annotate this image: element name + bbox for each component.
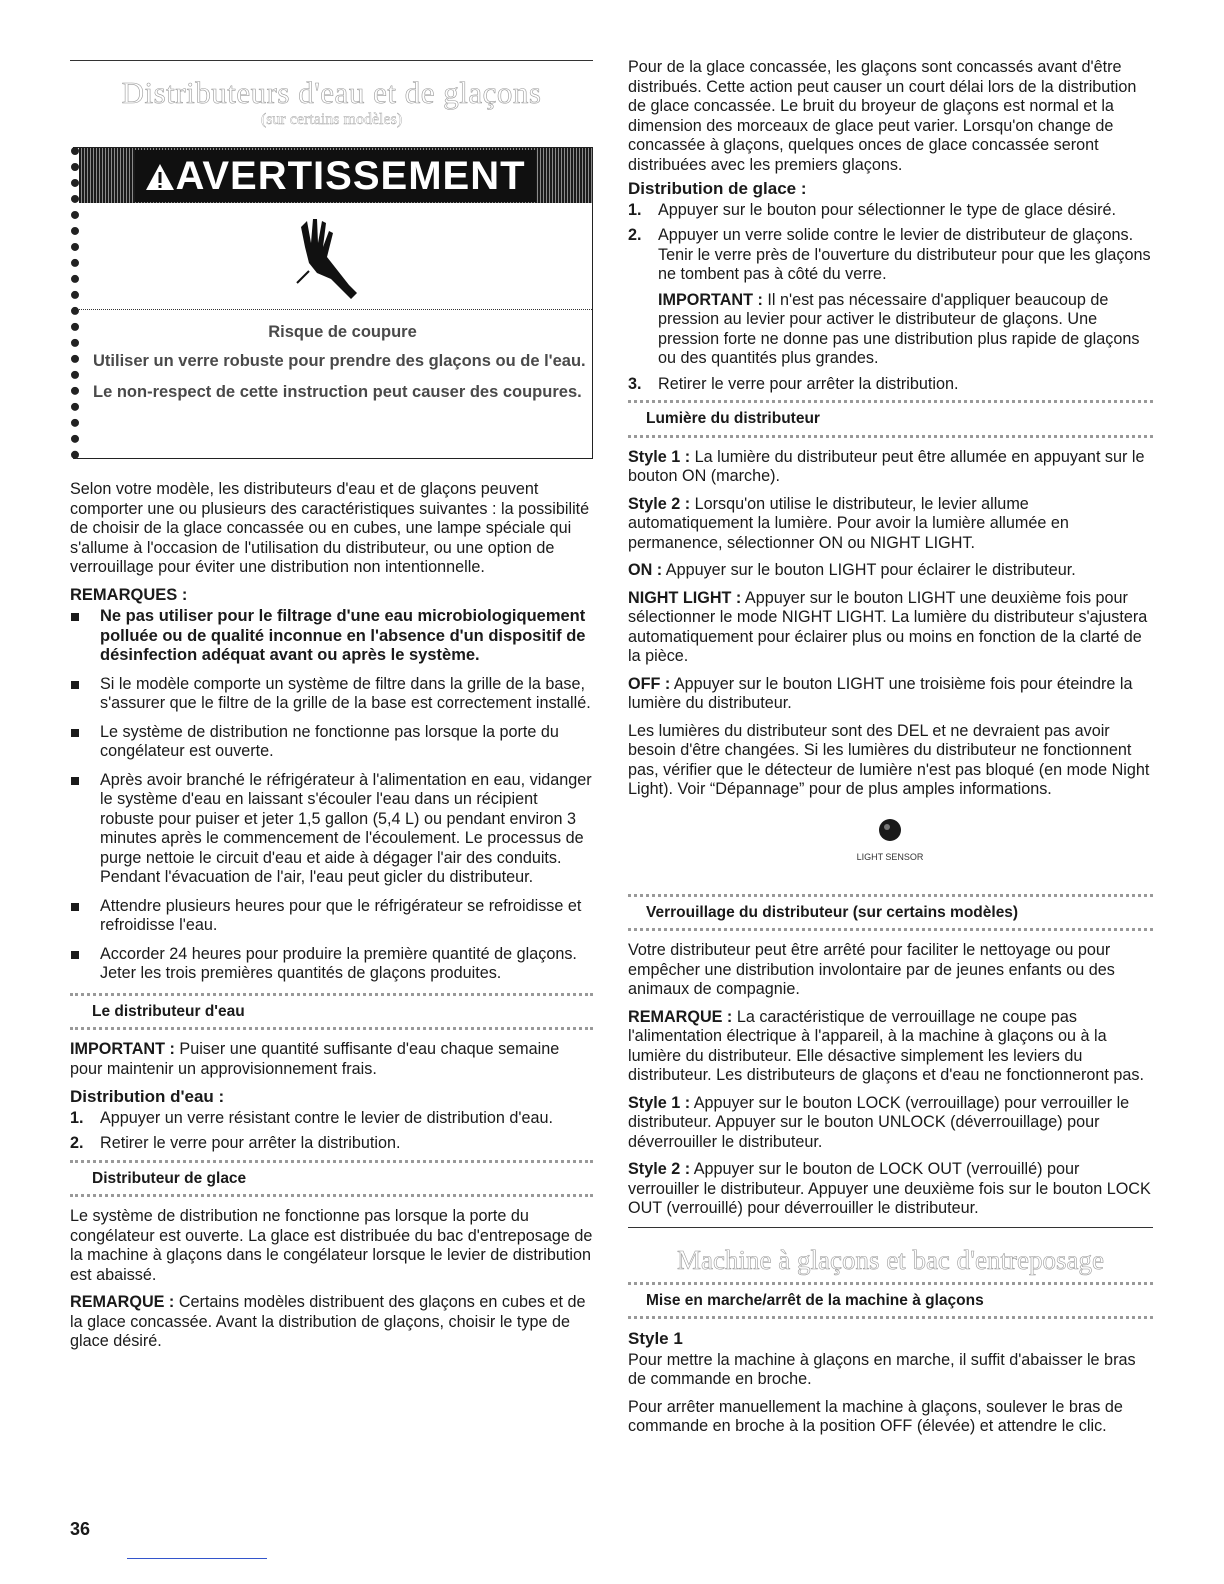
- ice-dispenser-heading: Distributeur de glace: [70, 1160, 593, 1198]
- left-content: [70, 480, 593, 1360]
- section2-title: Machine à glaçons et bac d'entreposage: [677, 1244, 1104, 1275]
- page-number: 36: [70, 1519, 91, 1539]
- warning-body: [79, 310, 592, 403]
- icemaker-off: Pour arrêter manuellement la machine à glaçons, soulever le bras de commande en broche à la position OFF (élevée) et attendre le clic.: [628, 1397, 1123, 1435]
- lock-heading: Verrouillage du distributeur (sur certains modèles): [628, 894, 1153, 932]
- ice-distribution-heading: Distribution de glace :: [628, 179, 807, 198]
- lock-remark: REMARQUE : La caractéristique de verrouillage ne coupe pas l'alimentation électrique à l'appareil, à la machine à glaçons ou à la lumière du distributeur. Elle désactive simplement les leviers du distributeur. Les distributeurs de glaçons et d'eau ne fonctionneront pas.: [628, 1007, 1145, 1084]
- light-on: ON : Appuyer sur le bouton LIGHT pour éclairer le distributeur.: [628, 561, 1076, 579]
- list-item: Le système de distribution ne fonctionne pas lorsque la porte du congélateur est ouverte.: [70, 723, 593, 762]
- top-rule: [70, 60, 593, 61]
- section-subtitle: (sur certains modèles): [260, 111, 403, 128]
- warning-line-1: Utiliser un verre robuste pour prendre des glaçons ou de l'eau.: [93, 352, 586, 370]
- lock-paragraph: Votre distributeur peut être arrêté pour faciliter le nettoyage ou pour empêcher une distribution involontaire par de jeunes enfants ou des animaux de compagnie.: [628, 941, 1115, 998]
- warning-icon-area: [79, 203, 592, 310]
- icemaker-on: Pour mettre la machine à glaçons en marche, il suffit d'abaisser le bras de commande en broche.: [628, 1350, 1136, 1388]
- warning-risk: Risque de coupure: [268, 323, 417, 341]
- lock-style2: Style 2 : Appuyer sur le bouton de LOCK OUT (verrouillé) pour verrouiller le distributeur. Appuyer une deuxième fois sur le bouton LOCK OUT (verrouillé) pour déverrouiller le distributeur.: [628, 1160, 1151, 1217]
- list-item: 2. Retirer le verre pour arrêter la distribution.: [70, 1134, 401, 1152]
- warning-triangle-icon: [145, 163, 175, 191]
- warning-header: [79, 148, 592, 203]
- warning-header-text: AVERTISSEMENT: [135, 150, 535, 202]
- footer-line: [127, 1558, 267, 1559]
- right-content: [628, 58, 1153, 1445]
- lock-style1: Style 1 : Appuyer sur le bouton LOCK (verrouillage) pour verrouiller le distributeur. Appuyer sur le bouton UNLOCK (déverrouillage) pour déverrouiller le distributeur.: [628, 1093, 1130, 1151]
- section-title: Distributeurs d'eau et de glaçons: [121, 75, 542, 110]
- remarks-label: REMARQUES :: [70, 585, 188, 604]
- svg-text:LIGHT SENSOR: LIGHT SENSOR: [856, 851, 924, 862]
- crushed-ice-paragraph: Pour de la glace concassée, les glaçons sont concassés avant d'être distribués. Cette action peut causer un court délai lors de la distribution de glace concassée. Le bruit du broyeur de glaçons est normal et la dimension des morceaux de glace peut varier. Lorsqu'on change de concassée à glaçons, quelques onces de glace concassée seront distribuées avec les premiers glaçons.: [628, 58, 1137, 174]
- ice-paragraph: Le système de distribution ne fonctionne pas lorsque la porte du congélateur est ouverte. La glace est distribuée du bac d'entreposage de la machine à glaçons dans le congélateur lorsque le levier de distribution est abaissé.: [70, 1207, 593, 1284]
- remarks-list: [70, 607, 593, 984]
- intro-paragraph: Selon votre modèle, les distributeurs d'eau et de glaçons peuvent comporter une ou plusieurs des caractéristiques suivantes : la possibilité de choisir de la glace concassée ou en cubes, une lampe spéciale qui s'allume à l'occasion de l'utilisation du distributeur, ou une option de verrouillage pour éviter une distribution non intentionnelle.: [70, 480, 590, 576]
- warning-line-2: Le non-respect de cette instruction peut causer des coupures.: [93, 383, 582, 401]
- light-style2: Style 2 : Lorsqu'on utilise le distributeur, le levier allume automatiquement la lumière. Pour avoir la lumière allumée en permanence, sélectionner ON ou NIGHT LIGHT.: [628, 494, 1069, 552]
- list-item: 2. Appuyer un verre solide contre le levier de distributeur de glaçons. Tenir le verre près de l'ouverture du distributeur pour que les glaçons ne tombent pas à côté du verre. IMPORTANT : Il n'est pas nécessaire d'appliquer beaucoup de pression au levier pour activer le distributeur de glaçons. Une pression forte ne donne pas une distribution plus rapide de glaçons ou des quantités plus grandes.: [628, 226, 1153, 369]
- water-distribution-heading: Distribution d'eau :: [70, 1087, 225, 1106]
- icemaker-heading: Mise en marche/arrêt de la machine à glaçons: [628, 1282, 1153, 1320]
- list-item: 3. Retirer le verre pour arrêter la distribution.: [628, 374, 959, 393]
- ice-remark: REMARQUE : Certains modèles distribuent des glaçons en cubes et de la glace concassée. Avant la distribution de glaçons, choisir le type de glace désiré.: [70, 1293, 586, 1350]
- water-dispenser-heading: Le distributeur d'eau: [70, 993, 593, 1031]
- step2-important: IMPORTANT : Il n'est pas nécessaire d'appliquer beaucoup de pression au levier pour activer le distributeur de glaçons. Une pression forte ne donne pas une distribution plus rapide de glaçons ou des quantités plus grandes.: [658, 290, 1140, 367]
- section2-rule: [628, 1227, 1153, 1228]
- warning-box: [71, 147, 593, 459]
- light-sensor-illustration: [628, 808, 1153, 888]
- list-item: Ne pas utiliser pour le filtrage d'une eau microbiologiquement polluée ou de qualité inconnue en l'absence d'un dispositif de désinfection adéquat avant ou après le système.: [70, 607, 593, 666]
- icemaker-style: Style 1: [628, 1329, 683, 1348]
- light-sensor-icon: [850, 812, 930, 872]
- light-night: NIGHT LIGHT : Appuyer sur le bouton LIGHT une deuxième fois pour sélectionner le mode NIGHT LIGHT. La lumière du distributeur s'ajustera automatiquement pour éclairer plus ou moins en fonction de la clarté de la pièce.: [628, 588, 1148, 665]
- cut-hazard-icon: [287, 213, 367, 305]
- list-item: Après avoir branché le réfrigérateur à l'alimentation en eau, vidanger le système d'eau en laissant s'écouler l'eau dans un récipient robuste pour puiser et jeter 1,5 gallon (5,4 L) ou pendant environ 3 minutes après le commencement de l'écoulement. Le processus de purge nettoie le circuit d'eau et aide à dégager l'air des conduits. Pendant l'évacuation de l'air, l'eau peut gicler du distributeur.: [70, 771, 593, 888]
- water-steps: [70, 1109, 593, 1154]
- list-item: Attendre plusieurs heures pour que le réfrigérateur se refroidisse et refroidisse l'eau.: [70, 897, 593, 936]
- water-important: IMPORTANT : Puiser une quantité suffisante d'eau chaque semaine pour maintenir un approvisionnement frais.: [70, 1040, 560, 1078]
- light-style1: Style 1 : La lumière du distributeur peut être allumée en appuyant sur le bouton ON (marche).: [628, 447, 1145, 485]
- list-item: Accorder 24 heures pour produire la première quantité de glaçons. Jeter les trois premières quantités de glaçons produites.: [70, 945, 593, 984]
- list-item: Si le modèle comporte un système de filtre dans la grille de la base, s'assurer que le filtre de la grille de la base est correctement installé.: [70, 675, 593, 714]
- list-item: 1. Appuyer sur le bouton pour sélectionner le type de glace désiré.: [628, 200, 1117, 219]
- light-off: OFF : Appuyer sur le bouton LIGHT une troisième fois pour éteindre la lumière du distributeur.: [628, 674, 1133, 712]
- led-paragraph: Les lumières du distributeur sont des DEL et ne devraient pas avoir besoin d'être changées. Si les lumières du distributeur ne fonctionnent pas, vérifier que le détecteur de lumière n'est pas bloqué (en mode Night Light). Voir “Dépannage” pour de plus amples informations.: [628, 721, 1150, 798]
- list-item: 1. Appuyer un verre résistant contre le levier de distribution d'eau.: [70, 1108, 553, 1127]
- ice-steps: [628, 201, 1153, 395]
- light-heading: Lumière du distributeur: [628, 400, 1153, 438]
